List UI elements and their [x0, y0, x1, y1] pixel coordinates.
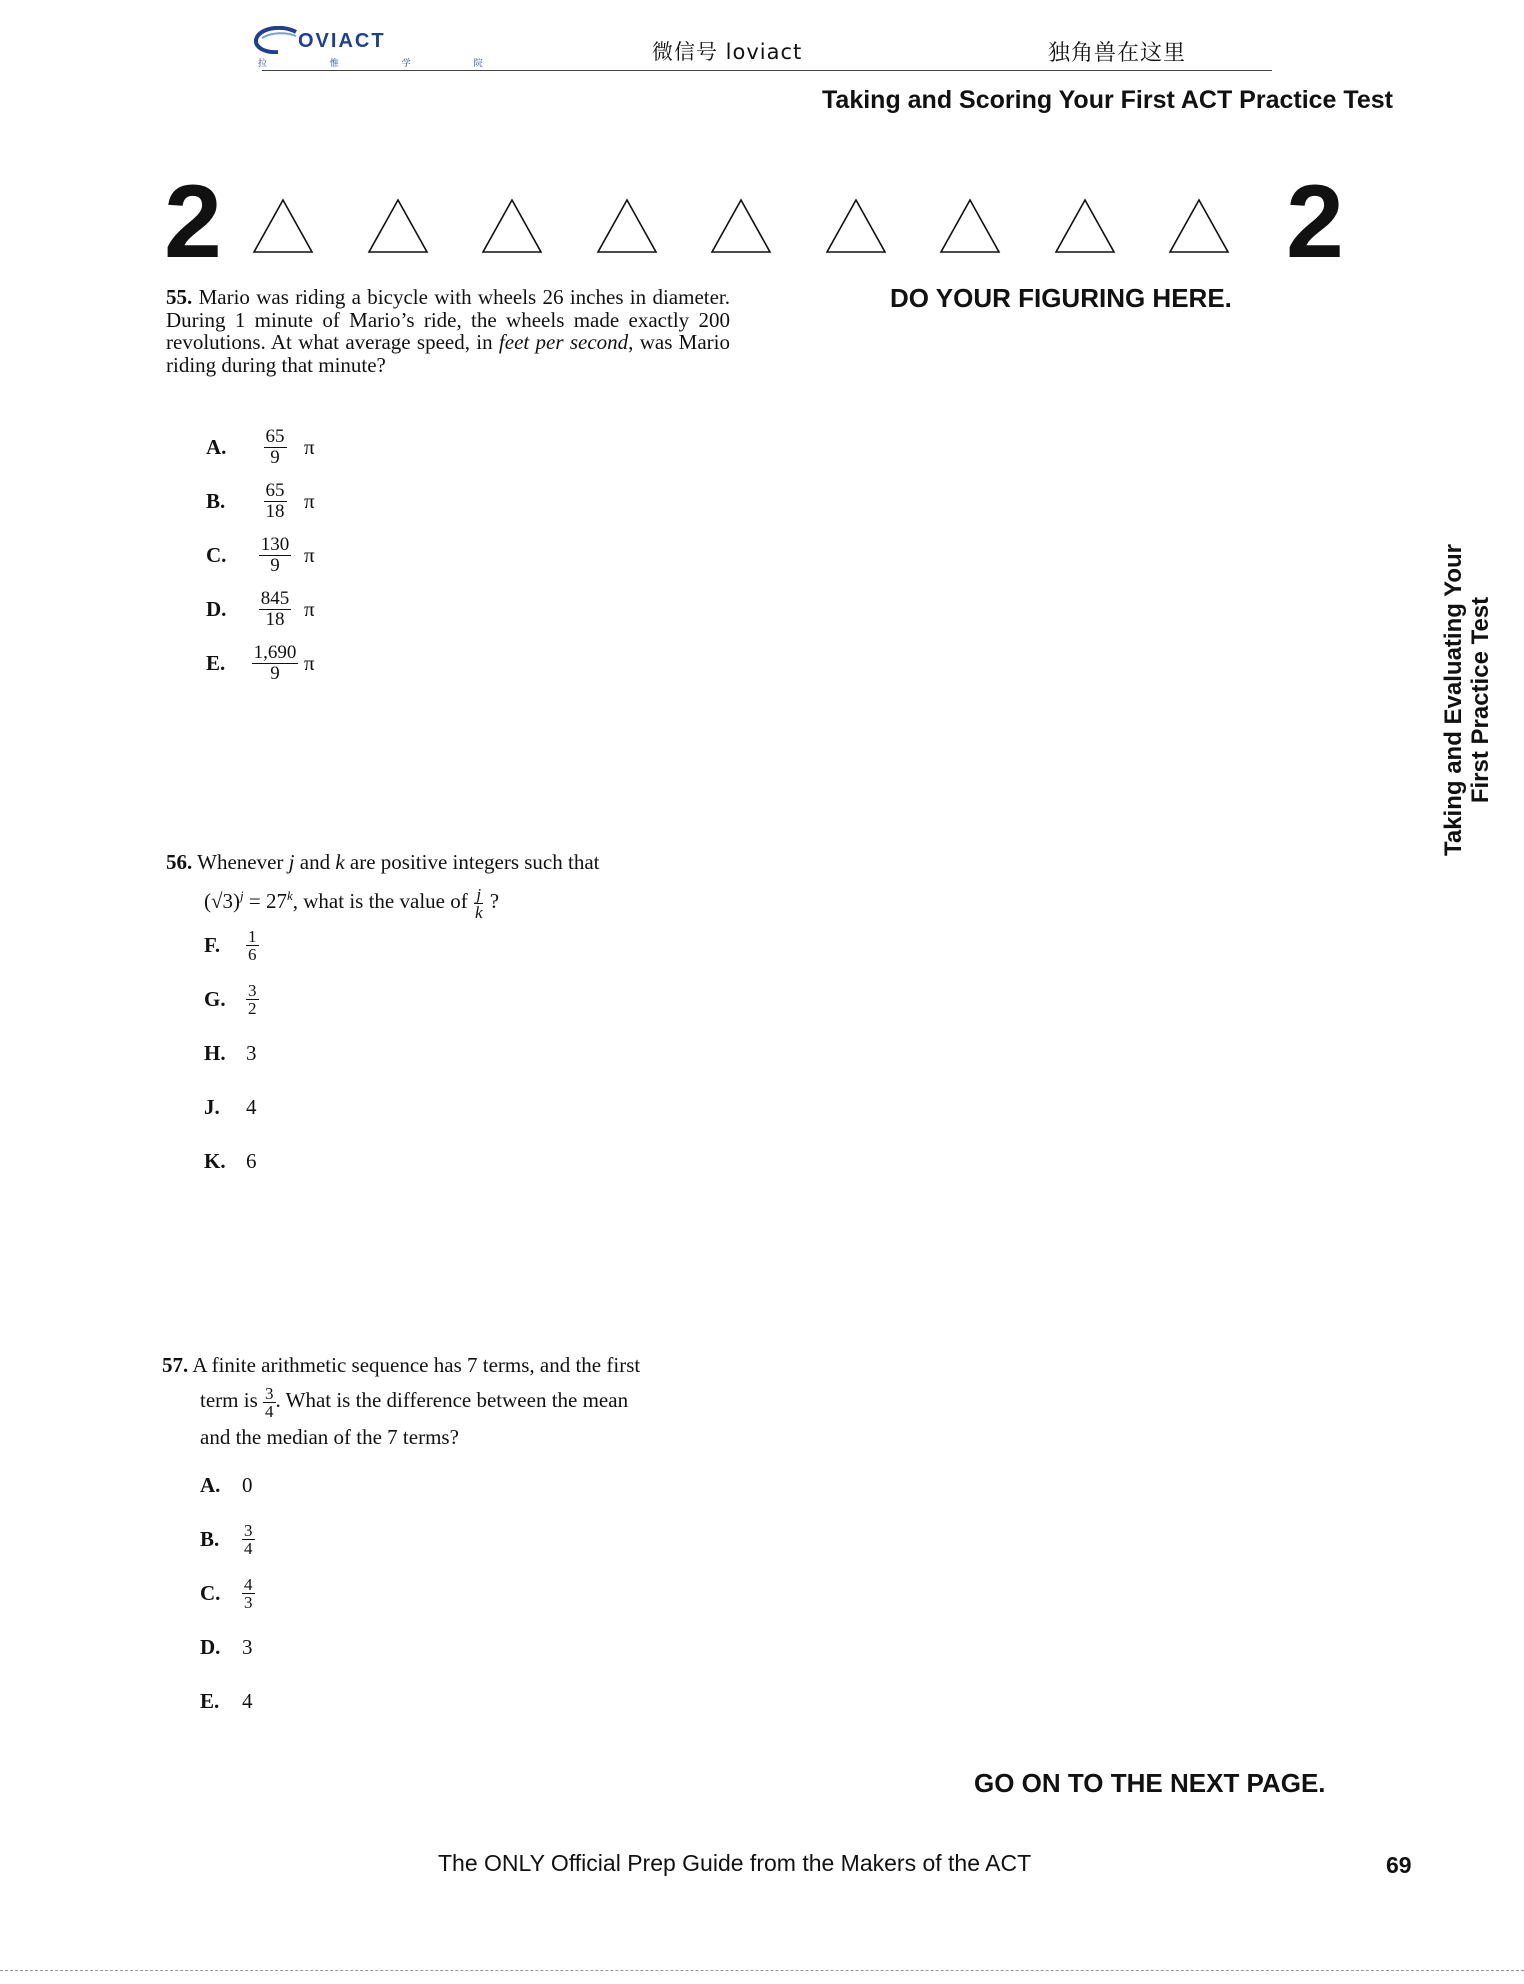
- logo-subtitle: 拉 惟 学 院: [258, 59, 513, 69]
- pi-symbol: π: [304, 488, 315, 513]
- math-expression: = 27: [243, 889, 287, 913]
- side-tab-line1: Taking and Evaluating Your: [1440, 543, 1467, 857]
- question-55-text: [166, 286, 730, 376]
- fraction-denominator: 6: [248, 944, 257, 964]
- header-rule: [262, 70, 1272, 71]
- pi-symbol: π: [304, 434, 315, 459]
- choice-fraction: [242, 1522, 255, 1557]
- question-number: 56.: [166, 850, 193, 874]
- section-title: Taking and Scoring Your First ACT Practice Test: [822, 86, 1393, 114]
- answer-choice-c[interactable]: [206, 528, 315, 582]
- question-56: [166, 845, 730, 921]
- fraction-denominator: 4: [244, 1538, 253, 1558]
- question-text-part: , was Mario riding during that minute?: [166, 330, 730, 377]
- answer-choice-e[interactable]: [200, 1674, 255, 1728]
- go-on-instruction: GO ON TO THE NEXT PAGE.: [974, 1768, 1326, 1798]
- choice-fraction: [246, 982, 259, 1017]
- page-number: 69: [1386, 1852, 1412, 1878]
- question-text-part: Whenever: [197, 850, 289, 874]
- question-57-line3: [162, 1420, 728, 1455]
- choice-letter: A.: [206, 434, 227, 459]
- scan-edge-line: [0, 1970, 1524, 1975]
- fraction-numerator: 65: [265, 479, 285, 501]
- fraction-numerator: 3: [244, 1520, 253, 1540]
- answer-choice-d[interactable]: [200, 1620, 255, 1674]
- section-number-right: 2: [1286, 164, 1344, 280]
- fraction-denominator: 9: [270, 554, 280, 576]
- logo-text: OVIACT: [298, 30, 386, 52]
- fraction-denominator: 18: [265, 500, 285, 522]
- answer-choice-d[interactable]: [206, 582, 315, 636]
- choice-fraction: [248, 589, 302, 630]
- section-number-left: 2: [164, 164, 222, 280]
- triangle-icon: [1168, 198, 1230, 254]
- question-text-part: and the median of the 7 terms?: [200, 1424, 459, 1449]
- answer-choice-g[interactable]: [204, 972, 259, 1026]
- choice-letter: D.: [206, 596, 227, 621]
- fraction-denominator: 9: [270, 446, 280, 468]
- question-56-line1: [166, 845, 730, 879]
- answer-choice-a[interactable]: [206, 420, 315, 474]
- fraction-numerator: 845: [260, 587, 290, 609]
- exponent-j: j: [240, 888, 244, 903]
- question-text-part: and: [294, 850, 336, 874]
- choice-letter: B.: [200, 1526, 220, 1551]
- choice-letter: E.: [206, 650, 226, 675]
- choice-value: 4: [246, 1094, 257, 1119]
- choice-letter: B.: [206, 488, 226, 513]
- question-text-part: are positive integers such that: [344, 850, 600, 874]
- answer-choice-b[interactable]: [206, 474, 315, 528]
- answer-choice-j[interactable]: [204, 1080, 259, 1134]
- fraction-numerator: j: [476, 884, 482, 904]
- question-number: 57.: [162, 1353, 189, 1377]
- triangle-icon: [939, 198, 1001, 254]
- fraction-numerator: 4: [244, 1574, 253, 1594]
- triangle-icon: [825, 198, 887, 254]
- fraction-denominator: 2: [248, 998, 257, 1018]
- choice-fraction: [242, 1576, 255, 1611]
- choice-value: 3: [246, 1040, 257, 1065]
- choice-fraction: [248, 427, 302, 468]
- triangle-icon: [1054, 198, 1116, 254]
- choice-letter: C.: [206, 542, 227, 567]
- choice-value: 3: [242, 1634, 253, 1659]
- choice-letter: E.: [200, 1688, 220, 1713]
- choice-letter: J.: [204, 1094, 220, 1119]
- side-tab-line2: First Practice Test: [1467, 596, 1494, 804]
- answer-choice-f[interactable]: [204, 918, 259, 972]
- triangle-icon: [252, 198, 314, 254]
- question-57-choices: [200, 1458, 255, 1728]
- question-55: [166, 286, 730, 376]
- fraction-numerator: 65: [265, 425, 285, 447]
- question-text-part: Mario was riding a bicycle with wheels 26 inches in diameter. During 1 minute of Mario’s ride, the wheels made exactly 200 revolutions. At what average speed, in: [166, 285, 731, 354]
- triangle-icon: [596, 198, 658, 254]
- figuring-label: DO YOUR FIGURING HERE.: [890, 283, 1232, 313]
- answer-choice-e[interactable]: [206, 636, 315, 690]
- fraction-numerator: 1,690: [253, 641, 297, 663]
- question-text-part: term is: [200, 1388, 263, 1412]
- question-56-line2: [166, 879, 730, 921]
- math-expression: (√3): [204, 889, 241, 913]
- answer-choice-c[interactable]: [200, 1566, 255, 1620]
- answer-choice-b[interactable]: [200, 1512, 255, 1566]
- choice-fraction: [248, 535, 302, 576]
- triangle-icon: [481, 198, 543, 254]
- choice-letter: H.: [204, 1040, 226, 1065]
- fraction-numerator: 3: [265, 1383, 274, 1403]
- answer-choice-a[interactable]: [200, 1458, 255, 1512]
- fraction-j-over-k: [473, 886, 485, 921]
- answer-choice-h[interactable]: [204, 1026, 259, 1080]
- fraction-numerator: 1: [248, 926, 257, 946]
- choice-fraction: [248, 643, 302, 684]
- question-text-part: , what is the value of: [292, 889, 473, 913]
- slogan: 独角兽在这里: [1048, 41, 1187, 66]
- fraction-denominator: k: [474, 902, 483, 922]
- triangle-icon: [710, 198, 772, 254]
- fraction-denominator: 9: [270, 662, 280, 684]
- footer-guide-text: The ONLY Official Prep Guide from the Makers of the ACT: [438, 1850, 1032, 1876]
- pi-symbol: π: [304, 650, 315, 675]
- choice-value: 0: [242, 1472, 253, 1497]
- choice-letter: A.: [200, 1472, 221, 1497]
- variable-j: j: [288, 850, 295, 874]
- choice-letter: D.: [200, 1634, 221, 1659]
- question-57-line2: [162, 1383, 728, 1420]
- question-57: [162, 1348, 728, 1455]
- question-57-line1: [162, 1348, 728, 1383]
- fraction-denominator: 18: [265, 608, 285, 630]
- choice-letter: C.: [200, 1580, 221, 1605]
- choice-fraction: [248, 481, 302, 522]
- oviact-logo: [252, 24, 513, 72]
- logo-swoosh-icon: [252, 26, 300, 54]
- fraction-numerator: 3: [248, 980, 257, 1000]
- question-56-choices: [204, 918, 259, 1188]
- fraction-three-quarters: [263, 1385, 276, 1420]
- question-number: 55.: [166, 285, 193, 309]
- choice-fraction: [246, 928, 259, 963]
- choice-value: 4: [242, 1688, 253, 1713]
- fraction-denominator: 3: [244, 1592, 253, 1612]
- wechat-id: 微信号 loviact: [652, 40, 803, 64]
- pi-symbol: π: [304, 542, 315, 567]
- question-text-part: ?: [484, 889, 500, 913]
- question-italic-text: feet per second: [498, 330, 629, 354]
- fraction-denominator: 4: [265, 1401, 274, 1421]
- choice-value: 6: [246, 1148, 257, 1173]
- question-text-part: . What is the difference between the mean: [275, 1388, 629, 1412]
- side-tab: [1440, 520, 1510, 880]
- choice-letter: K.: [204, 1148, 226, 1173]
- fraction-numerator: 130: [260, 533, 290, 555]
- question-text-part: A finite arithmetic sequence has 7 terms, and the first: [192, 1353, 641, 1377]
- answer-choice-k[interactable]: [204, 1134, 259, 1188]
- choice-letter: F.: [204, 932, 221, 957]
- variable-k: k: [335, 850, 345, 874]
- choice-letter: G.: [204, 986, 226, 1011]
- exponent-k: k: [286, 888, 293, 903]
- question-55-choices: [206, 420, 315, 690]
- pi-symbol: π: [304, 596, 315, 621]
- triangle-icon: [367, 198, 429, 254]
